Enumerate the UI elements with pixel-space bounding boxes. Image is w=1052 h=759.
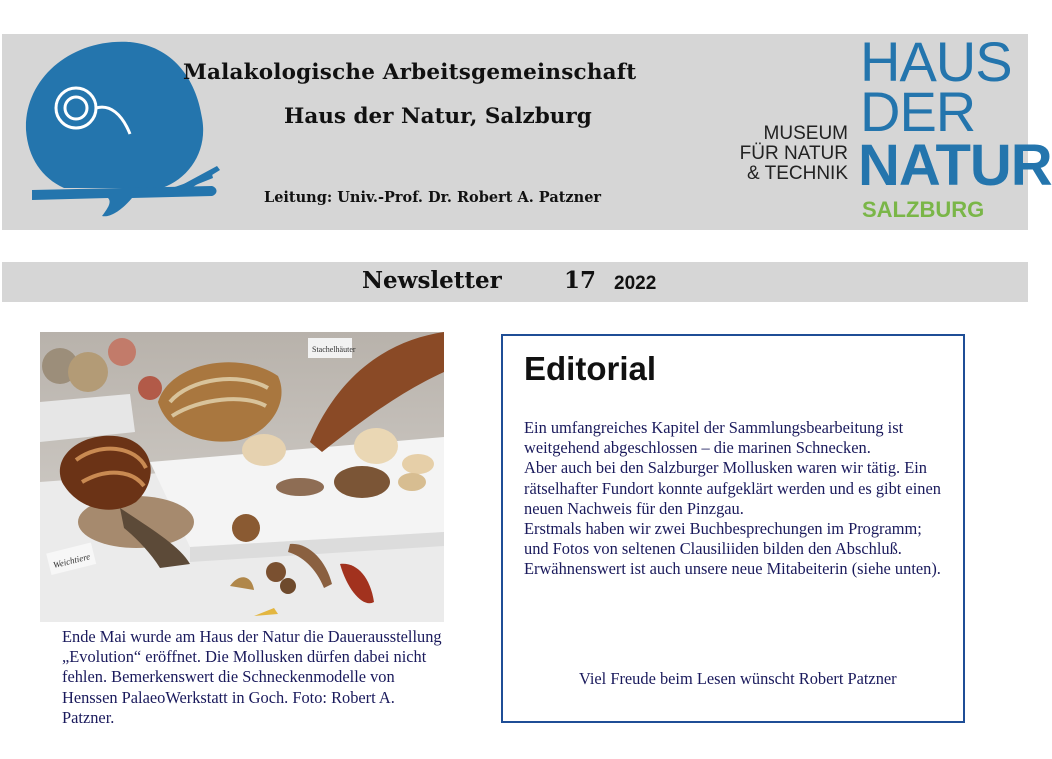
exhibition-photo-illustration bbox=[40, 332, 444, 622]
newsletter-number: 17 bbox=[564, 267, 597, 294]
newsletter-year: 2022 bbox=[614, 273, 657, 294]
editorial-paragraph: Ein umfangreiches Kapitel der Sammlungsbearbeitung ist weitgehend abgeschlossen – die marinen Schnecken. bbox=[524, 418, 904, 458]
museum-line-2: FÜR NATUR bbox=[739, 143, 848, 164]
newsletter-bar bbox=[2, 262, 1028, 302]
society-subtitle: Haus der Natur, Salzburg bbox=[284, 104, 592, 129]
society-title: Malakologische Arbeitsgemeinschaft bbox=[183, 60, 637, 85]
editorial-paragraph: Erwähnenswert ist auch unsere neue Mitabeiterin (siehe unten). bbox=[524, 559, 941, 579]
newsletter-label: Newsletter bbox=[362, 267, 502, 294]
editorial-paragraph: Aber auch bei den Salzburger Mollusken waren wir tätig. Ein rätselhafter Fundort konnte aufgeklärt werden und es gibt einen neuen Nachweis für den Pinzgau. bbox=[524, 458, 941, 518]
logo-word-haus: HAUS bbox=[860, 30, 1012, 93]
sign-weichtiere: Weichtiere bbox=[52, 551, 92, 571]
editorial-body bbox=[524, 418, 949, 580]
sign-stachelhaeuter: Stachelhäuter bbox=[312, 345, 356, 354]
editorial-title: Editorial bbox=[524, 350, 657, 387]
logo-word-salzburg: SALZBURG bbox=[862, 197, 985, 222]
museum-tagline bbox=[724, 124, 848, 184]
editorial-box bbox=[501, 334, 965, 723]
header-banner bbox=[2, 30, 1052, 230]
editorial-paragraph: Erstmals haben wir zwei Buchbesprechungen im Programm; und Fotos von seltenen Clausiliiden bilden den Abschluß. bbox=[524, 519, 922, 559]
exhibition-photo bbox=[40, 332, 444, 622]
leitung-line: Leitung: Univ.-Prof. Dr. Robert A. Patzner bbox=[264, 189, 602, 206]
editorial-signature: Viel Freude beim Lesen wünscht Robert Patzner bbox=[579, 669, 897, 688]
museum-line-1: MUSEUM bbox=[763, 123, 848, 144]
photo-caption: Ende Mai wurde am Haus der Natur die Dauerausstellung „Evolution“ eröffnet. Die Mollusken dürfen dabei nicht fehlen. Bemerkenswert die Schneckenmodelle von Henssen PalaeoWerkstatt in Goch. Foto: Robert A. Patzner. bbox=[62, 627, 442, 727]
museum-line-3: & TECHNIK bbox=[746, 163, 848, 184]
logo-word-der: DER bbox=[860, 80, 976, 143]
logo-word-natur: NATUR bbox=[858, 133, 1052, 198]
